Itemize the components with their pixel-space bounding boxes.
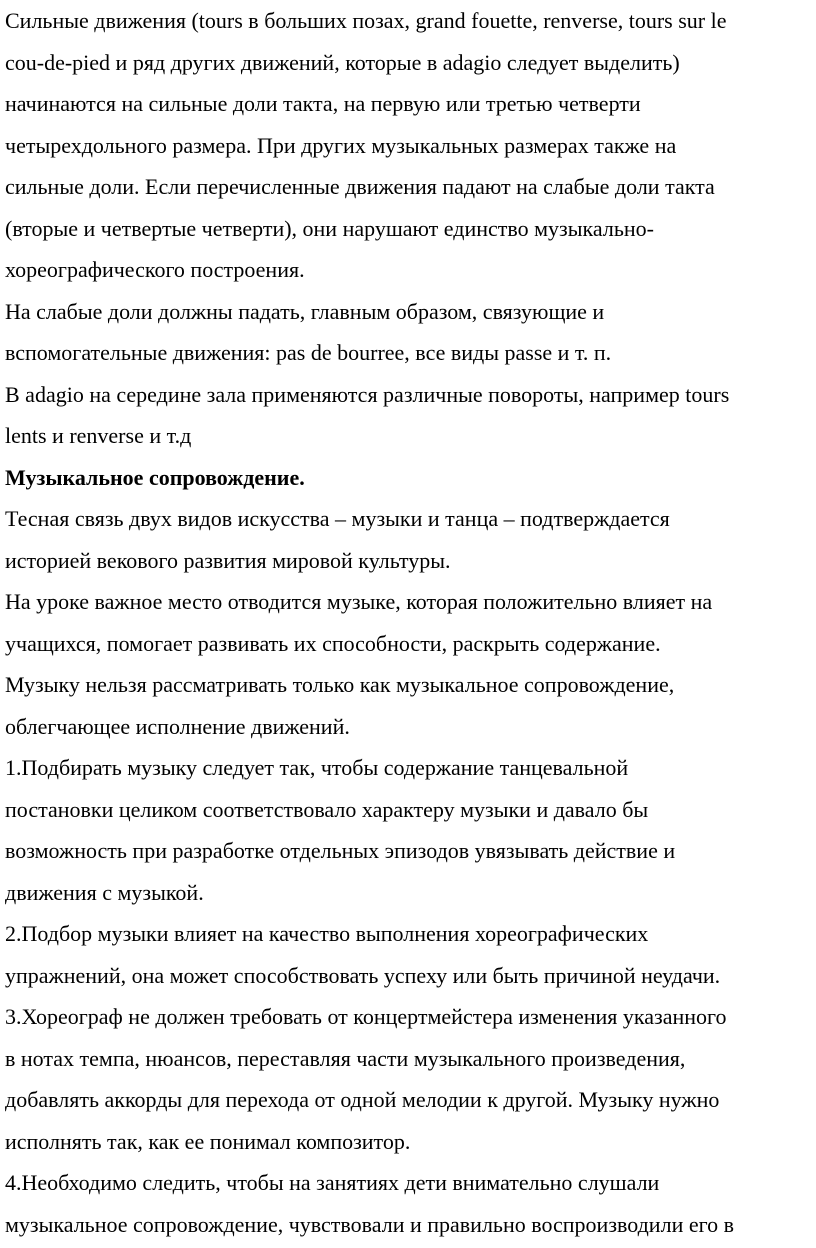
paragraph-weak-beats <box>5 291 816 374</box>
text-line: историей векового развития мировой культуры. <box>5 547 451 573</box>
text-line: вспомогательные движения: pas de bourree, все виды passe и т. п. <box>5 340 612 365</box>
text-line: В adagio на середине зала применяются различные повороты, например tours <box>5 381 730 407</box>
text-line: Музыку нельзя рассматривать только как музыкальное сопровождение, <box>5 672 675 697</box>
text-line: lents и renverse и т.д <box>5 423 192 448</box>
text-line: Сильные движения (tours в больших позах, grand fouette, renverse, tours sur le <box>5 8 727 33</box>
document-page <box>5 0 816 1245</box>
text-line: исполнять так, как ее понимал композитор. <box>5 1128 411 1154</box>
text-line: 1.Подбирать музыку следует так, чтобы содержание танцевальной <box>5 755 629 780</box>
text-line: четырехдольного размера. При других музыкальных размерах также на <box>5 132 677 158</box>
text-line: начинаются на сильные доли такта, на первую или третью четверти <box>5 91 641 116</box>
text-line: 2.Подбор музыки влияет на качество выполнения хореографических <box>5 921 649 946</box>
text-line: На уроке важное место отводится музыке, которая положительно влияет на <box>5 589 713 614</box>
text-line: упражнений, она может способствовать успеху или быть причиной неудачи. <box>5 962 721 988</box>
text-line: движения с музыкой. <box>5 879 204 905</box>
list-item-4 <box>5 1162 816 1245</box>
text-line: добавлять аккорды для перехода от одной мелодии к другой. Музыку нужно <box>5 1087 720 1112</box>
text-line: хореографического построения. <box>5 257 305 282</box>
paragraph-music-dance-link <box>5 498 816 581</box>
text-line: (вторые и четвертые четверти), они нарушают единство музыкально- <box>5 215 654 241</box>
text-line: облегчающее исполнение движений. <box>5 713 350 739</box>
text-line: 3.Хореограф не должен требовать от концертмейстера изменения указанного <box>5 1004 727 1029</box>
text-line: сильные доли. Если перечисленные движения падают на слабые доли такта <box>5 174 715 199</box>
text-line: cou-de-pied и ряд других движений, которые в adagio следует выделить) <box>5 49 680 75</box>
text-line: в нотах темпа, нюансов, переставляя части музыкального произведения, <box>5 1045 686 1071</box>
text-line: Тесная связь двух видов искусства – музыки и танца – подтверждается <box>5 506 670 531</box>
text-line: На слабые доли должны падать, главным образом, связующие и <box>5 298 605 324</box>
list-item-3 <box>5 996 816 1162</box>
text-line: музыкальное сопровождение, чувствовали и правильно воспроизводили его в <box>5 1211 734 1237</box>
section-heading: Музыкальное сопровождение. <box>5 464 305 490</box>
list-item-1 <box>5 747 816 913</box>
list-item-2 <box>5 913 816 996</box>
paragraph-music-in-lesson <box>5 581 816 664</box>
text-line: 4.Необходимо следить, чтобы на занятиях дети внимательно слушали <box>5 1170 660 1195</box>
paragraph-adagio-turns <box>5 374 816 457</box>
paragraph-strong-beats <box>5 0 816 291</box>
paragraph-music-not-only-accompaniment <box>5 664 816 747</box>
text-line: учащихся, помогает развивать их способности, раскрыть содержание. <box>5 630 661 656</box>
text-line: возможность при разработке отдельных эпизодов увязывать действие и <box>5 838 676 863</box>
text-line: постановки целиком соответствовало характеру музыки и давало бы <box>5 796 649 822</box>
